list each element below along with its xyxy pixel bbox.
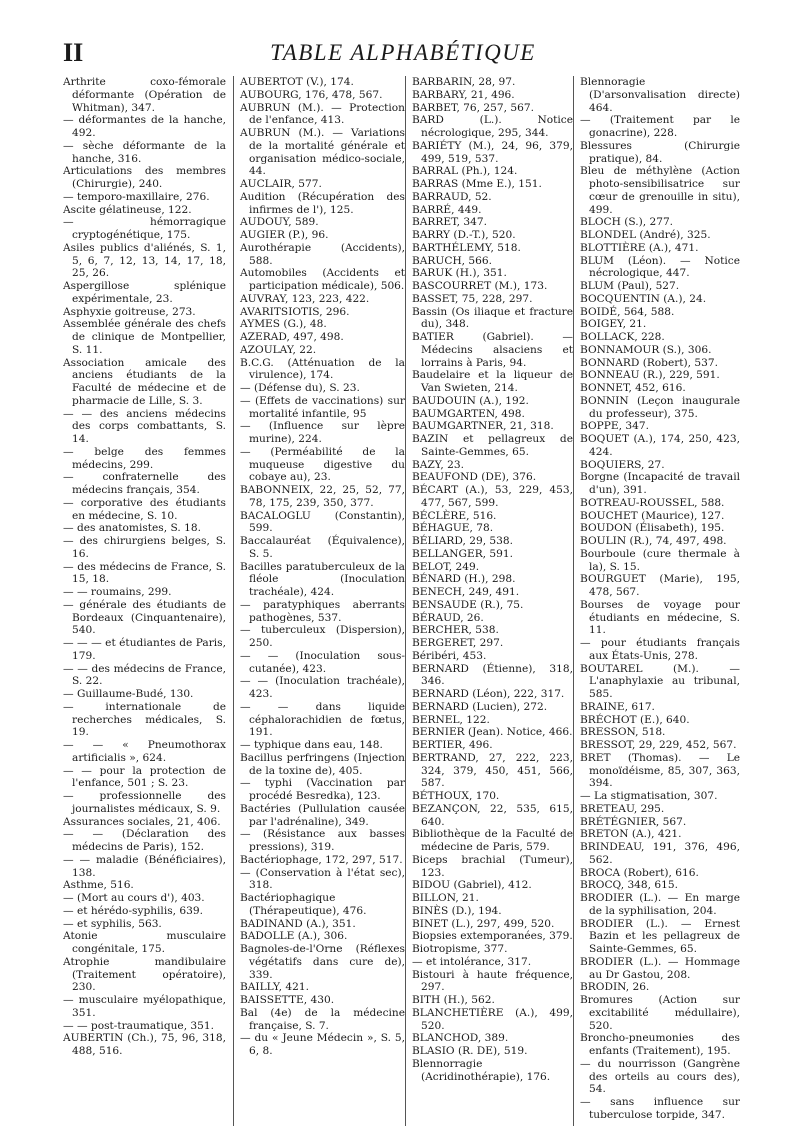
index-entry: BARRAL (Ph.), 124. xyxy=(412,165,518,178)
index-entry: — (Mort au cours d'), 403. xyxy=(63,892,205,904)
page-number: II xyxy=(63,38,84,67)
index-entry: BARBARIN, 28, 97. xyxy=(412,76,516,88)
index-entry: BITH (H.), 562. xyxy=(412,994,495,1006)
index-entry: Bibliothèque de la Faculté de médecine de Paris, 579. xyxy=(412,828,573,853)
index-entry: BLONDEL (André), 325. xyxy=(580,229,711,241)
index-columns xyxy=(63,76,743,1126)
index-entry: BARUCH, 566. xyxy=(412,254,493,267)
index-entry: Bactériophagique (Thérapeutique), 476. xyxy=(240,892,367,917)
index-entry: Bactériophage, 172, 297, 517. xyxy=(240,853,403,866)
index-entry: BÉCLÈRE, 516. xyxy=(412,509,497,522)
index-entry: BROCQ, 348, 615. xyxy=(580,879,678,892)
index-entry: — tuberculeux (Dispersion), 250. xyxy=(240,624,405,649)
index-entry: Atrophie mandibulaire (Traitement opératoire), 230. xyxy=(63,955,226,994)
index-entry: — (Traitement par le gonacrine), 228. xyxy=(580,114,740,139)
index-entry: — — des anciens médecins des corps combattants, S. 14. xyxy=(63,407,226,445)
index-entry: — — (Inoculation trachéale), 423. xyxy=(240,675,405,700)
index-entry: BATIER (Gabriel). — Médecins alsaciens et lorrains à Paris, 94. xyxy=(412,331,573,369)
index-entry: BRODIER (L.). — Hommage au Dr Gastou, 208. xyxy=(580,955,740,981)
index-entry: BRÉTÉGNIER, 567. xyxy=(580,815,687,828)
index-entry: — — (Déclaration des médecins de Paris), 152. xyxy=(63,828,226,853)
index-entry: BENSAUDE (R.), 75. xyxy=(412,598,524,611)
index-entry: BENECH, 249, 491. xyxy=(412,586,520,598)
index-entry: AUVRAY, 123, 223, 422. xyxy=(240,292,370,305)
index-entry: Blennorragie (Acridinothérapie), 176. xyxy=(412,1057,551,1083)
index-entry: BELLANGER, 591. xyxy=(412,547,514,560)
index-entry: BEZANÇON, 22, 535, 615, 640. xyxy=(412,802,573,828)
index-entry: AUBRUN (M.). — Protection de l'enfance, 413. xyxy=(240,101,405,127)
index-entry: BELOT, 249. xyxy=(412,560,480,573)
index-entry: Bactéries (Pullulation causée par l'adrénaline), 349. xyxy=(240,802,405,828)
index-entry: — (Perméabilité de la muqueuse digestive du cobaye au), 23. xyxy=(240,445,405,484)
index-entry: — et hérédo-syphilis, 639. xyxy=(63,904,203,917)
index-entry: Association amicale des anciens étudiants de la Faculté de médecine et de pharmacie de Lille, S. 3. xyxy=(63,356,226,407)
index-entry: BRESSON, 518. xyxy=(580,726,666,739)
index-entry: Broncho-pneumonies des enfants (Traitement), 195. xyxy=(580,1032,740,1057)
index-entry: BADINAND (A.), 351. xyxy=(240,917,356,930)
index-entry: BLANCHOD, 389. xyxy=(412,1032,509,1045)
index-entry: Blennoragie (D'arsonvalisation directe) 464. xyxy=(580,76,740,114)
index-entry: BAUMGARTEN, 498. xyxy=(412,407,525,420)
index-entry: BERGERET, 297. xyxy=(412,637,504,649)
index-entry: BOIDÉ, 564, 588. xyxy=(580,305,675,318)
index-entry: BADOLLE (A.), 306. xyxy=(240,930,348,943)
index-column-2 xyxy=(233,76,405,1126)
index-entry: Bourses de voyage pour étudiants en médecine, S. 11. xyxy=(580,598,740,637)
index-entry: — typhique dans eau, 148. xyxy=(240,739,383,751)
index-entry: — des anatomistes, S. 18. xyxy=(63,522,201,535)
index-entry: BARUK (H.), 351. xyxy=(412,267,507,280)
index-entry: Bromures (Action sur excitabilité médullaire), 520. xyxy=(580,994,740,1032)
index-entry: BRETEAU, 295. xyxy=(580,802,665,815)
index-entry: — La stigmatisation, 307. xyxy=(580,790,718,802)
index-entry: BÉRAUD, 26. xyxy=(412,611,484,624)
index-entry: — musculaire myélopathique, 351. xyxy=(63,994,226,1019)
index-entry: AUBRUN (M.). — Variations de la mortalité générale et organisation médico-sociale, 44. xyxy=(240,127,405,178)
index-entry: Bacilles paratuberculeux de la fléole (Inoculation trachéale), 424. xyxy=(240,560,405,598)
index-entry: — — roumains, 299. xyxy=(63,586,172,598)
index-entry: BAISSETTE, 430. xyxy=(240,994,335,1006)
index-entry: BONNARD (Robert), 537. xyxy=(580,356,719,369)
index-entry: B.C.G. (Atténuation de la virulence), 174. xyxy=(240,356,405,382)
index-entry: Asthme, 516. xyxy=(63,879,134,892)
index-entry: — — des médecins de France, S. 22. xyxy=(63,662,226,688)
index-entry: — — — et étudiantes de Paris, 179. xyxy=(63,637,226,662)
index-entry: Aspergillose splénique expérimentale, 23. xyxy=(63,280,226,305)
index-entry: Biopsies extemporanées, 379. xyxy=(412,930,573,943)
index-entry: BASCOURRET (M.), 173. xyxy=(412,280,548,292)
index-entry: Blessures (Chirurgie pratique), 84. xyxy=(580,139,740,165)
index-entry: Baccalauréat (Équivalence), S. 5. xyxy=(240,535,405,560)
index-entry: BARBET, 76, 257, 567. xyxy=(412,101,534,114)
index-entry: Baudelaire et la liqueur de Van Swieten, 214. xyxy=(412,369,573,394)
index-entry: BILLON, 21. xyxy=(412,892,479,904)
index-entry: — sèche déformante de la hanche, 316. xyxy=(63,139,226,165)
index-entry: BARIÉTY (M.), 24, 96, 379, 499, 519, 537. xyxy=(412,139,573,165)
index-entry: Béribéri, 453. xyxy=(412,649,487,662)
index-entry: BLUM (Paul), 527. xyxy=(580,280,680,292)
index-entry: BOIGEY, 21. xyxy=(580,318,647,331)
index-entry: — typhi (Vaccination par procédé Besredka), 123. xyxy=(240,777,405,802)
index-entry: Bal (4e) de la médecine française, S. 7. xyxy=(240,1006,405,1032)
index-entry: — professionnelle des journalistes médicaux, S. 9. xyxy=(63,790,226,815)
index-entry: Biotropisme, 377. xyxy=(412,943,508,955)
index-entry: BOUDON (Élisabeth), 195. xyxy=(580,522,725,535)
index-entry: BRODIER (L.). — Ernest Bazin et les pellagreux de Sainte-Gemmes, 65. xyxy=(580,917,740,955)
index-entry: BASSET, 75, 228, 297. xyxy=(412,292,533,305)
index-entry: AUBOURG, 176, 478, 567. xyxy=(240,88,383,101)
index-entry: Articulations des membres (Chirurgie), 240. xyxy=(63,165,226,190)
index-entry: BRAINE, 617. xyxy=(580,700,655,713)
index-entry: — des médecins de France, S. 15, 18. xyxy=(63,560,226,586)
index-entry: BONNAMOUR (S.), 306. xyxy=(580,343,712,356)
index-entry: BEAUFOND (DE), 376. xyxy=(412,471,537,484)
index-entry: BRINDEAU, 191, 376, 496, 562. xyxy=(580,841,740,866)
index-entry: — (Effets de vaccinations) sur mortalité infantile, 95 xyxy=(240,394,405,420)
index-entry: Biceps brachial (Tumeur), 123. xyxy=(412,853,573,879)
index-entry: — (Influence sur lèpre murine), 224. xyxy=(240,420,405,445)
index-entry: BÉLIARD, 29, 538. xyxy=(412,535,514,547)
index-entry: BOUTAREL (M.). — L'anaphylaxie au tribunal, 585. xyxy=(580,662,740,700)
index-entry: BÉCART (A.), 53, 229, 453, 477, 567, 599. xyxy=(412,484,573,509)
index-entry: BONNEAU (R.), 229, 591. xyxy=(580,369,720,382)
index-entry: BOQUET (A.), 174, 250, 423, 424. xyxy=(580,433,740,458)
index-entry: BARD (L.). Notice nécrologique, 295, 344. xyxy=(412,114,573,139)
index-entry: BÉTHOUX, 170. xyxy=(412,790,500,802)
page-header xyxy=(63,38,743,70)
index-entry: — — « Pneumothorax artificialis », 624. xyxy=(63,739,226,764)
index-entry: AVARITSIOTIS, 296. xyxy=(240,305,350,318)
index-entry: BÉHAGUE, 78. xyxy=(412,522,494,535)
index-entry: BOLLACK, 228. xyxy=(580,331,665,343)
index-entry: — (Résistance aux basses pressions), 319. xyxy=(240,828,405,853)
index-entry: BARRY (D.-T.), 520. xyxy=(412,229,516,241)
index-entry: BRODIER (L.). — En marge de la syphilisation, 204. xyxy=(580,892,740,917)
index-entry: — déformantes de la hanche, 492. xyxy=(63,114,226,139)
index-entry: BLUM (Léon). — Notice nécrologique, 447. xyxy=(580,254,740,280)
index-entry: BARRAS (Mme E.), 151. xyxy=(412,178,542,190)
index-entry: Arthrite coxo-fémorale déformante (Opération de Whitman), 347. xyxy=(63,76,226,114)
index-entry: BERNARD (Léon), 222, 317. xyxy=(412,688,565,700)
index-entry: AUBERTIN (Ch.), 75, 96, 318, 488, 516. xyxy=(63,1032,226,1057)
index-entry: — internationale de recherches médicales, S. 19. xyxy=(63,700,226,739)
index-entry: Automobiles (Accidents et participation médicale), 506. xyxy=(240,267,405,292)
index-entry: BAUDOUIN (A.), 192. xyxy=(412,394,529,407)
index-entry: BOURGUET (Marie), 195, 478, 567. xyxy=(580,573,740,598)
index-entry: — — post-traumatique, 351. xyxy=(63,1019,215,1032)
index-entry: AZERAD, 497, 498. xyxy=(240,331,344,343)
index-entry: BARRÉ, 449. xyxy=(412,203,482,216)
index-entry: BOTREAU-ROUSSEL, 588. xyxy=(580,496,725,509)
index-entry: BRODIN, 26. xyxy=(580,981,650,994)
index-entry: — générale des étudiants de Bordeaux (Cinquantenaire), 540. xyxy=(63,598,226,637)
index-entry: — des chirurgiens belges, S. 16. xyxy=(63,535,226,560)
index-entry: BONNET, 452, 616. xyxy=(580,382,686,394)
index-entry: Asphyxie goitreuse, 273. xyxy=(63,305,196,318)
index-entry: — corporative des étudiants en médecine, S. 10. xyxy=(63,496,226,522)
index-entry: Assemblée générale des chefs de clinique de Montpellier, S. 11. xyxy=(63,318,226,356)
index-entry: — temporo-maxillaire, 276. xyxy=(63,190,210,203)
index-entry: BAZIN et pellagreux de Sainte-Gemmes, 65. xyxy=(412,433,573,458)
index-entry: BINET (L.), 297, 499, 520. xyxy=(412,917,555,930)
index-entry: Bleu de méthylène (Action photo-sensibilisatrice sur cœur de grenouille in situ), 499. xyxy=(580,165,740,216)
index-entry: BOUCHET (Maurice), 127. xyxy=(580,509,725,522)
index-entry: — belge des femmes médecins, 299. xyxy=(63,445,226,471)
index-entry: — sans influence sur tuberculose torpide, 347. xyxy=(580,1096,740,1121)
index-entry: BROCA (Robert), 616. xyxy=(580,866,699,879)
index-entry: BOQUIERS, 27. xyxy=(580,458,665,471)
index-entry: — et syphilis, 563. xyxy=(63,917,162,930)
index-entry: — — dans liquide céphalorachidien de fœtus, 191. xyxy=(240,700,405,739)
index-entry: BÉNARD (H.), 298. xyxy=(412,573,516,586)
index-entry: BERTRAND, 27, 222, 223, 324, 379, 450, 451, 566, 587. xyxy=(412,751,573,790)
index-entry: — et intolérance, 317. xyxy=(412,955,532,968)
index-entry: — pour étudiants français aux États-Unis, 278. xyxy=(580,637,740,662)
index-entry: Borgne (Incapacité de travail d'un), 391. xyxy=(580,471,740,496)
index-entry: BRÉCHOT (E.), 640. xyxy=(580,713,690,726)
index-entry: BINÈS (D.), 194. xyxy=(412,904,502,917)
index-entry: — du « Jeune Médecin », S. 5, 6, 8. xyxy=(240,1032,405,1057)
index-entry: Bacillus perfringens (Injection de la toxine de), 405. xyxy=(240,751,405,777)
index-entry: BERNIER (Jean). Notice, 466. xyxy=(412,726,573,739)
index-entry: AUCLAIR, 577. xyxy=(240,178,322,190)
index-entry: Bistouri à haute fréquence, 297. xyxy=(412,968,573,994)
index-entry: BERCHER, 538. xyxy=(412,624,499,637)
index-entry: — confraternelle des médecins français, 354. xyxy=(63,471,226,496)
index-entry: BAILLY, 421. xyxy=(240,981,309,994)
index-entry: BAZY, 23. xyxy=(412,458,465,471)
index-entry: BARRAUD, 52. xyxy=(412,190,492,203)
index-entry: AZOULAY, 22. xyxy=(240,343,317,356)
index-entry: Audition (Récupération des infirmes de l'), 125. xyxy=(240,190,405,216)
index-entry: BOPPE, 347. xyxy=(580,420,649,433)
index-entry: BLANCHETIÈRE (A.), 499, 520. xyxy=(412,1006,573,1032)
index-entry: BLOCH (S.), 277. xyxy=(580,216,674,229)
index-entry: BARTHÉLEMY, 518. xyxy=(412,241,521,254)
index-entry: Asiles publics d'aliénés, S. 1, 5, 6, 7, 12, 13, 14, 17, 18, 25, 26. xyxy=(63,241,226,280)
index-entry: Ascite gélatineuse, 122. xyxy=(63,203,192,216)
index-entry: AUDOUY, 589. xyxy=(240,216,319,229)
index-entry: — — pour la protection de l'enfance, 501 ; S. 23. xyxy=(63,764,226,790)
index-entry: BOCQUENTIN (A.), 24. xyxy=(580,292,707,305)
index-entry: BRETON (A.), 421. xyxy=(580,828,682,841)
index-column-3 xyxy=(405,76,573,1126)
index-entry: BIDOU (Gabriel), 412. xyxy=(412,879,532,892)
index-entry: Aurothérapie (Accidents), 588. xyxy=(240,241,405,267)
index-entry: Bassin (Os iliaque et fracture du), 348. xyxy=(412,305,573,331)
index-entry: — (Défense du), S. 23. xyxy=(240,382,360,394)
index-entry: BAUMGARTNER, 21, 318. xyxy=(412,420,554,433)
index-entry: AUGIER (P.), 96. xyxy=(240,229,329,241)
index-entry: BERNARD (Étienne), 318, 346. xyxy=(412,662,573,688)
index-entry: Bourboule (cure thermale à la), S. 15. xyxy=(580,547,740,573)
index-entry: — — (Inoculation sous-cutanée), 423. xyxy=(240,649,405,675)
index-entry: Bagnoles-de-l'Orne (Réflexes végétatifs dans cure de), 339. xyxy=(240,943,405,981)
index-entry: — — maladie (Bénéficiaires), 138. xyxy=(63,853,226,879)
index-entry: BACALOGLU (Constantin), 599. xyxy=(240,509,405,535)
index-column-4 xyxy=(573,76,740,1126)
index-entry: BONNIN (Leçon inaugurale du professeur), 375. xyxy=(580,394,740,420)
index-entry: — du nourrisson (Gangrène des orteils au cours des), 54. xyxy=(580,1057,740,1096)
index-entry: AUBERTOT (V.), 174. xyxy=(240,76,354,88)
index-entry: — Guillaume-Budé, 130. xyxy=(63,688,194,700)
index-entry: BLOTTIÈRE (A.), 471. xyxy=(580,241,699,254)
index-entry: AYMES (G.), 48. xyxy=(240,318,327,331)
index-entry: BARRET, 347. xyxy=(412,216,487,229)
index-entry: BERTIER, 496. xyxy=(412,739,493,751)
index-entry: Assurances sociales, 21, 406. xyxy=(63,815,221,828)
index-entry: BERNEL, 122. xyxy=(412,713,490,726)
index-entry: BARBARY, 21, 496. xyxy=(412,88,515,101)
index-entry: — paratyphiques aberrants pathogènes, 537. xyxy=(240,598,405,624)
index-entry: BABONNEIX, 22, 25, 52, 77, 78, 175, 239, 350, 377. xyxy=(240,484,405,509)
index-entry: Atonie musculaire congénitale, 175. xyxy=(63,930,226,955)
index-column-1 xyxy=(63,76,226,1126)
index-entry: BRET (Thomas). — Le monoïdéisme, 85, 307, 363, 394. xyxy=(580,751,740,790)
index-entry: BOULIN (R.), 74, 497, 498. xyxy=(580,535,727,547)
running-title: TABLE ALPHABÉTIQUE xyxy=(270,40,536,65)
index-entry: — hémorragique cryptogénétique, 175. xyxy=(63,216,226,241)
index-entry: BLASIO (R. DE), 519. xyxy=(412,1045,528,1057)
index-entry: BRESSOT, 29, 229, 452, 567. xyxy=(580,739,737,751)
index-entry: — (Conservation à l'état sec), 318. xyxy=(240,866,405,892)
index-entry: BERNARD (Lucien), 272. xyxy=(412,700,548,713)
